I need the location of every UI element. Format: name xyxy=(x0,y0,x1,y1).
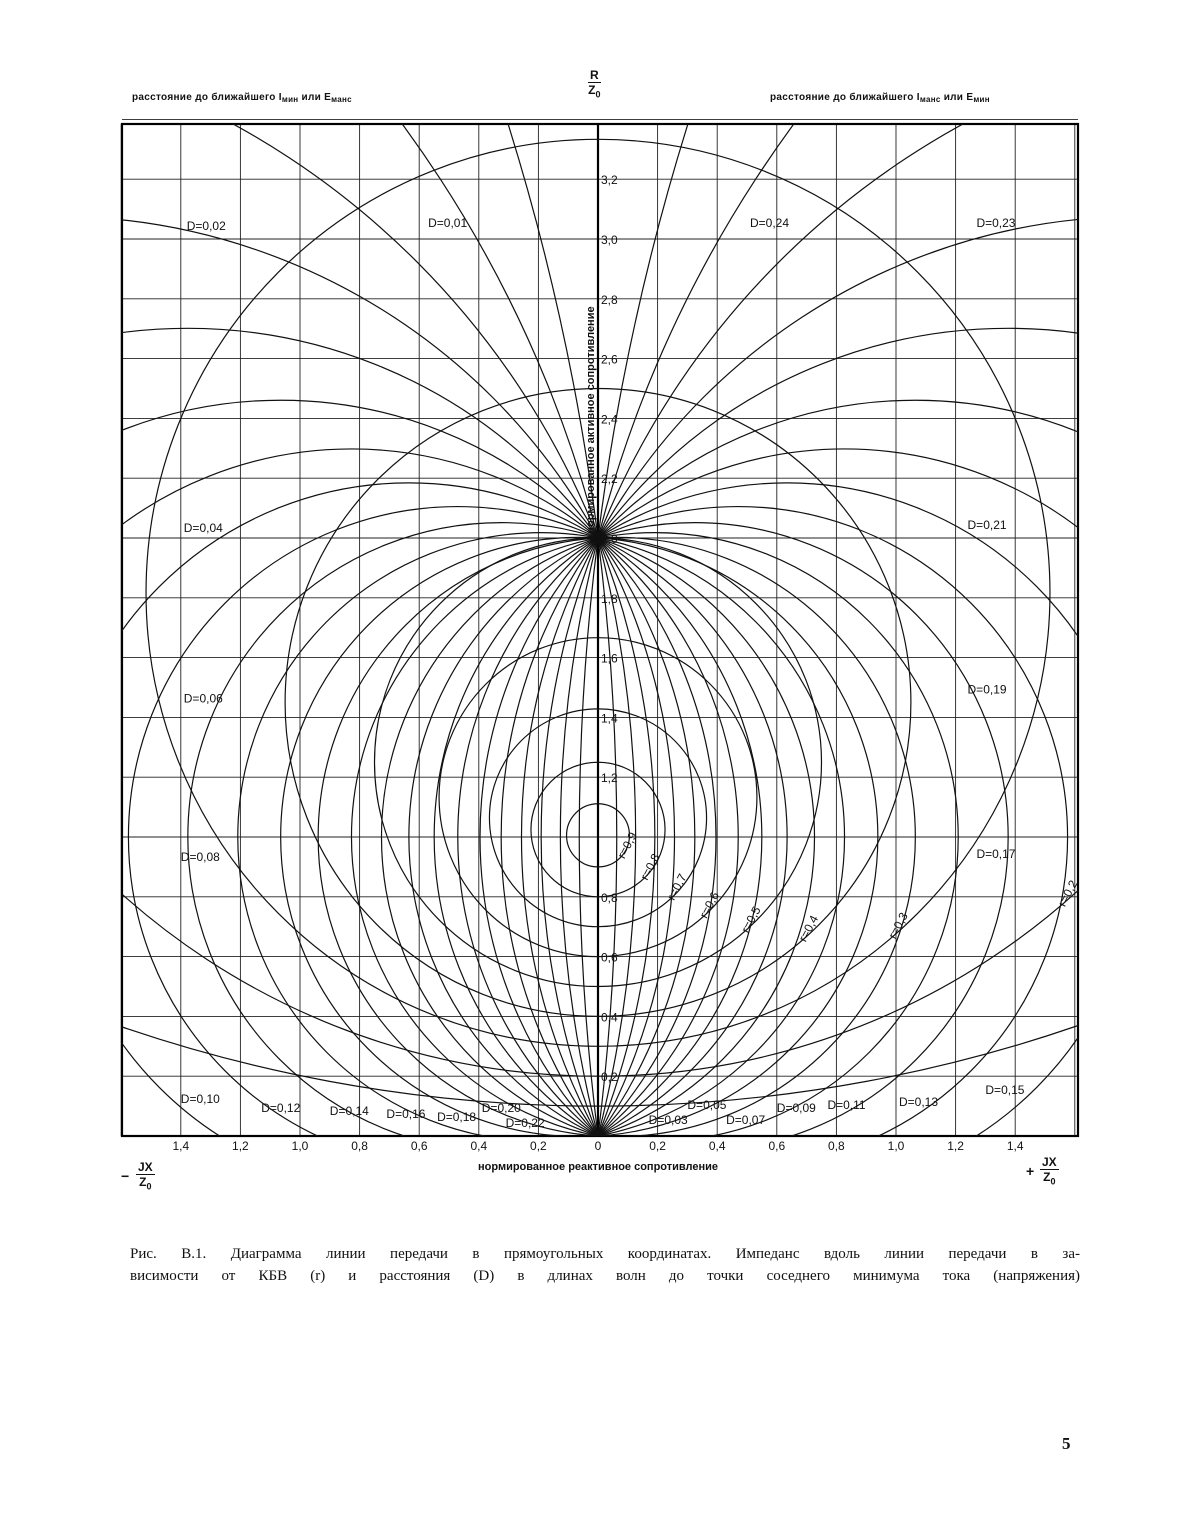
figure-caption xyxy=(130,1243,1080,1287)
top-axis-numerator: R xyxy=(590,68,599,82)
header-right-text: расстояние до ближайшего I xyxy=(770,92,920,103)
left-axis-numerator: JX xyxy=(138,1160,153,1174)
top-axis-den-letter: Z xyxy=(588,83,596,97)
distance-label: D=0,20 xyxy=(481,1101,521,1116)
x-tick-label: 0,4 xyxy=(708,1139,726,1153)
distance-label: D=0,24 xyxy=(749,216,790,231)
y-tick-label: 0,8 xyxy=(601,890,618,905)
swr-label: r=0,9 xyxy=(614,829,640,861)
y-tick-label: 0,6 xyxy=(601,950,618,965)
distance-label: D=0,22 xyxy=(505,1116,545,1131)
y-tick-label: 1,8 xyxy=(601,591,618,606)
x-tick-label: 1,0 xyxy=(291,1139,309,1153)
y-tick-label: 1,2 xyxy=(601,771,618,786)
y-tick-label: 2,2 xyxy=(601,472,618,487)
distance-label: D=0,04 xyxy=(183,521,223,536)
y-tick-label: 0,4 xyxy=(601,1010,618,1025)
header-left-sub2: манс xyxy=(331,95,352,104)
distance-line xyxy=(579,0,1200,1532)
left-axis-den-letter: Z xyxy=(139,1175,147,1189)
header-left-text: расстояние до ближайшего I xyxy=(132,92,282,103)
x-tick-label: 0 xyxy=(594,1139,602,1153)
x-tick-label: 0,2 xyxy=(530,1139,547,1153)
x-axis-title: нормированное реактивное сопротивление xyxy=(478,1161,718,1173)
x-tick-label: 0,4 xyxy=(470,1139,488,1153)
y-tick-label: 0,2 xyxy=(601,1070,618,1085)
header-right-sub2: мин xyxy=(973,95,990,104)
swr-label: r=0,2 xyxy=(1055,877,1081,909)
top-axis-den-sub: 0 xyxy=(595,89,601,100)
header-right-sub: манс xyxy=(919,95,941,104)
caption-line-2: висимости от КБВ (r) и расстояния (D) в длинах волн до точки соседнего минимума тока (напряжения) xyxy=(130,1268,1080,1284)
y-tick-label: 1,6 xyxy=(601,651,618,666)
x-tick-label: 0,8 xyxy=(351,1139,368,1153)
distance-line xyxy=(560,0,1200,1532)
distance-line xyxy=(0,25,655,1532)
swr-label: r=0,4 xyxy=(795,912,822,944)
header-left-mid: или E xyxy=(298,92,332,103)
distance-label: D=0,10 xyxy=(180,1092,220,1107)
distance-label: D=0,05 xyxy=(687,1098,727,1113)
y-tick-label: 3,2 xyxy=(601,173,618,188)
left-axis-sign: − xyxy=(121,1168,130,1184)
swr-label: r=0,7 xyxy=(664,871,690,903)
page-number: 5 xyxy=(1062,1434,1071,1453)
swr-label: r=0,3 xyxy=(885,910,911,942)
caption-line-1: Рис. В.1. Диаграмма линии передачи в прямоугольных координатах. Импеданс вдоль линии передачи в за- xyxy=(130,1246,1080,1262)
header-right-mid: или E xyxy=(940,92,974,103)
y-axis-title: нормированное активное сопротивление xyxy=(585,306,597,534)
x-tick-label: 0,2 xyxy=(649,1139,666,1153)
distance-label: D=0,16 xyxy=(386,1107,426,1122)
distance-label: D=0,09 xyxy=(776,1101,816,1116)
swr-label: r=0,6 xyxy=(696,889,723,921)
y-tick-label: 2,0 xyxy=(601,532,618,546)
header-left-sub: мин xyxy=(281,95,299,104)
x-tick-label: 1,0 xyxy=(887,1139,905,1153)
distance-label: D=0,13 xyxy=(898,1095,939,1110)
distance-label: D=0,03 xyxy=(648,1113,688,1128)
distance-label: D=0,18 xyxy=(437,1110,477,1125)
left-axis-den-sub: 0 xyxy=(146,1181,152,1192)
distance-label: D=0,06 xyxy=(183,691,223,706)
distance-label: D=0,14 xyxy=(329,1104,369,1119)
distance-label: D=0,01 xyxy=(428,216,468,231)
distance-line xyxy=(541,25,1200,1532)
y-tick-label: 2,8 xyxy=(601,292,618,307)
distance-label: D=0,21 xyxy=(967,518,1007,533)
x-tick-label: 1,2 xyxy=(232,1139,249,1153)
x-tick-label: 1,4 xyxy=(1006,1139,1024,1153)
x-tick-label: 1,4 xyxy=(172,1139,190,1153)
distance-label: D=0,02 xyxy=(186,219,226,234)
distance-label: D=0,19 xyxy=(967,682,1007,697)
distance-label: D=0,15 xyxy=(985,1083,1025,1098)
right-axis-den-sub: 0 xyxy=(1050,1176,1056,1187)
distance-label: D=0,12 xyxy=(261,1101,301,1116)
x-tick-label: 1,2 xyxy=(947,1139,964,1153)
right-axis-numerator: JX xyxy=(1042,1155,1057,1169)
y-tick-label: 2,4 xyxy=(601,412,618,427)
swr-label: r=0,8 xyxy=(637,851,663,883)
right-axis-den-letter: Z xyxy=(1043,1170,1051,1184)
y-tick-label: 1,4 xyxy=(601,711,618,726)
distance-label: D=0,11 xyxy=(827,1098,866,1113)
distance-label: D=0,17 xyxy=(976,846,1016,861)
y-tick-label: 3,0 xyxy=(601,233,618,247)
x-tick-label: 0,6 xyxy=(410,1139,428,1153)
x-tick-label: 0,6 xyxy=(768,1139,786,1153)
distance-label: D=0,23 xyxy=(976,216,1016,231)
distance-label: D=0,07 xyxy=(726,1113,766,1128)
right-axis-sign: + xyxy=(1026,1163,1035,1179)
x-tick-label: 0,8 xyxy=(828,1139,845,1153)
swr-label: r=0,5 xyxy=(738,904,764,936)
y-tick-label: 2,6 xyxy=(601,352,618,367)
distance-label: D=0,08 xyxy=(180,849,220,864)
